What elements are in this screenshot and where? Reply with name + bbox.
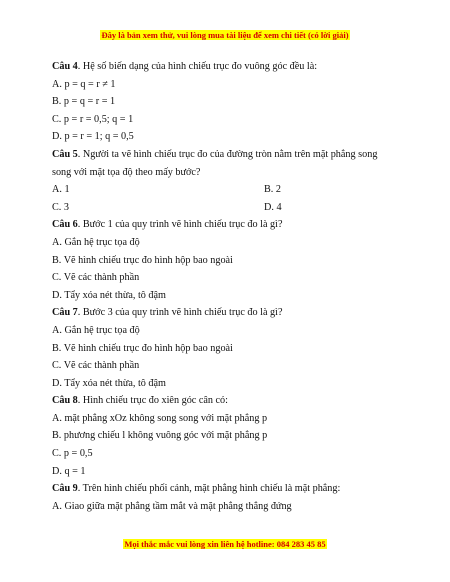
question-label: Câu 9 — [52, 483, 78, 495]
question-label: Câu 7 — [52, 307, 78, 319]
option: C. 3 — [52, 201, 69, 213]
question-label: Câu 5 — [52, 148, 78, 160]
preview-notice-banner — [0, 25, 450, 43]
hotline-banner — [0, 534, 450, 552]
hotline-text: Mọi thắc mắc vui lòng xin liên hệ hotline: 084 283 45 85 — [124, 539, 326, 549]
option: C. p = r = 0,5; q = 1 — [52, 113, 134, 125]
question-text: . Bước 1 của quy trình vẽ hình chiếu trục đo là gì? — [77, 219, 283, 231]
option: D. p = r = 1; q = 0,5 — [52, 131, 134, 143]
option: C. p = 0,5 — [52, 448, 93, 460]
question-text: . Bước 3 của quy trình vẽ hình chiếu trục đo là gì? — [77, 307, 283, 319]
option: A. 1 — [52, 184, 70, 196]
preview-notice-text: Đây là bản xem thử, vui lòng mua tài liệu để xem chi tiết (có lời giải) — [101, 30, 349, 40]
option: A. Gắn hệ trục tọa độ — [52, 324, 140, 336]
document-body — [52, 58, 397, 515]
question-label: Câu 4 — [52, 61, 78, 72]
question-text: . Người ta vẽ hình chiếu trục đo của đường tròn nằm trên mặt phẳng song song với mặt tọa độ theo mấy bước? — [52, 148, 378, 178]
option: D. Tẩy xóa nét thừa, tô đậm — [52, 377, 166, 389]
question-text: . Trên hình chiếu phối cảnh, mặt phẳng hình chiếu là mặt phẳng: — [77, 483, 341, 495]
option: D. 4 — [264, 201, 282, 213]
option: A. mặt phẳng xOz không song song với mặt phẳng p — [52, 412, 268, 424]
question-7 — [52, 304, 397, 322]
option: B. phương chiếu l không vuông góc với mặt phẳng p — [52, 430, 268, 442]
option: C. Vẽ các thành phần — [52, 360, 140, 372]
option: B. Vẽ hình chiếu trục đo hình hộp bao ngoài — [52, 254, 233, 266]
option: C. Vẽ các thành phần — [52, 272, 140, 284]
option: B. Vẽ hình chiếu trục đo hình hộp bao ngoài — [52, 342, 233, 354]
question-5 — [52, 146, 397, 181]
option: B. p = q = r = 1 — [52, 96, 116, 108]
question-label: Câu 8 — [52, 395, 78, 407]
option: A. Giao giữa mặt phẳng tầm mắt và mặt phẳng thẳng đứng — [52, 500, 292, 512]
question-text: . Hệ số biến dạng của hình chiếu trục đo vuông góc đều là: — [77, 61, 318, 72]
option: A. Gắn hệ trục tọa độ — [52, 236, 140, 248]
option: A. p = q = r ≠ 1 — [52, 78, 116, 90]
question-6 — [52, 216, 397, 234]
option: B. 2 — [264, 184, 281, 196]
option: D. q = 1 — [52, 465, 86, 477]
option-row — [52, 181, 397, 199]
question-text: . Hình chiếu trục đo xiên góc cân có: — [77, 395, 228, 407]
question-9 — [52, 480, 397, 498]
option-row — [52, 199, 397, 217]
question-4 — [52, 58, 397, 76]
question-label: Câu 6 — [52, 219, 78, 231]
question-8 — [52, 392, 397, 410]
option: D. Tẩy xóa nét thừa, tô đậm — [52, 289, 166, 301]
